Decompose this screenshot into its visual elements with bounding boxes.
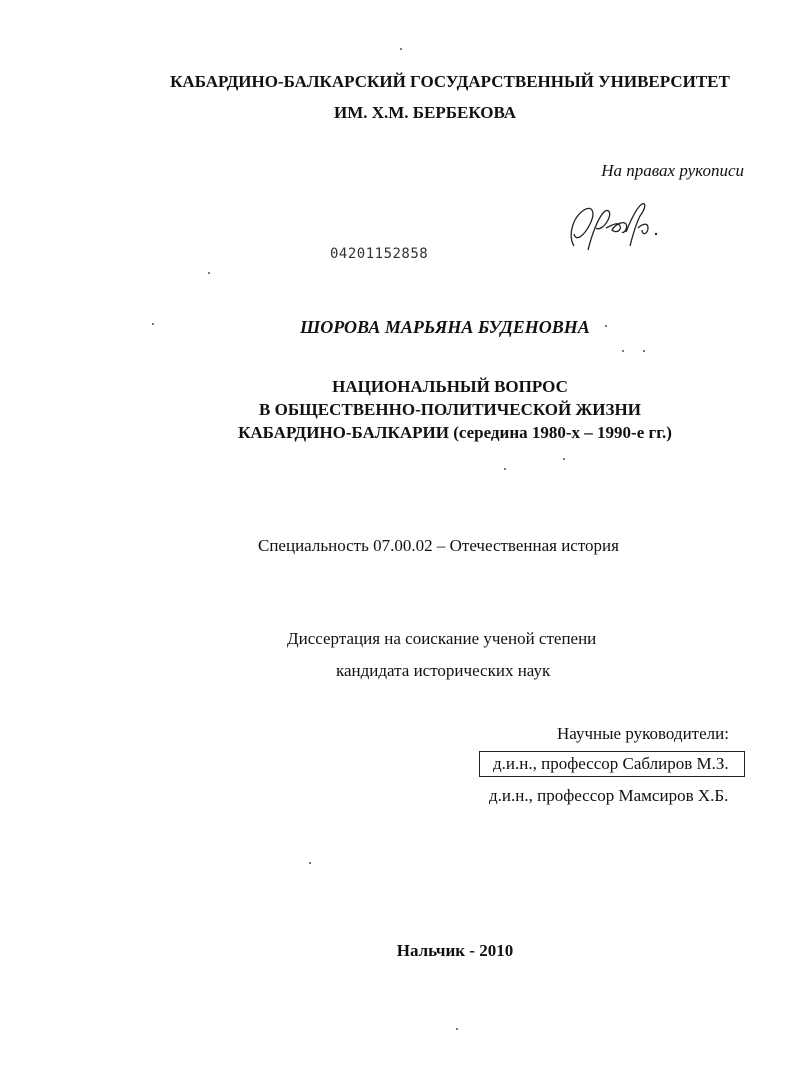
dissertation-title-line-1: НАЦИОНАЛЬНЫЙ ВОПРОС	[332, 377, 568, 396]
handwritten-signature	[562, 198, 672, 258]
advisors-label: Научные руководители:	[557, 724, 729, 743]
degree-line-1: Диссертация на соискание ученой степени	[287, 629, 597, 648]
scan-speck	[309, 862, 311, 864]
advisor-1: д.и.н., профессор Саблиров М.З.	[479, 751, 745, 777]
specialty: Специальность 07.00.02 – Отечественная история	[258, 536, 619, 555]
scan-speck	[152, 323, 154, 325]
scan-speck	[643, 350, 645, 352]
scan-speck	[622, 350, 624, 352]
scan-speck	[563, 458, 565, 460]
scan-speck	[456, 1028, 458, 1030]
university-name-line-1: КАБАРДИНО-БАЛКАРСКИЙ ГОСУДАРСТВЕННЫЙ УНИВЕРСИТЕТ	[170, 72, 730, 91]
university-name-line-2: ИМ. Х.М. БЕРБЕКОВА	[333, 103, 517, 122]
author-name: ШОРОВА МАРЬЯНА БУДЕНОВНА	[300, 317, 590, 337]
scan-speck	[208, 272, 210, 274]
scan-speck	[605, 325, 607, 327]
dissertation-title-line-2: В ОБЩЕСТВЕННО-ПОЛИТИЧЕСКОЙ ЖИЗНИ	[259, 400, 641, 419]
catalog-number: 04201152858	[330, 246, 429, 262]
degree-line-2: кандидата исторических наук	[336, 661, 551, 680]
place-and-year: Нальчик - 2010	[396, 941, 514, 960]
manuscript-rights-note: На правах рукописи	[601, 161, 744, 180]
scan-speck	[400, 48, 402, 50]
advisor-2: д.и.н., профессор Мамсиров Х.Б.	[489, 786, 729, 805]
scan-speck	[504, 468, 506, 470]
dissertation-title-line-3: КАБАРДИНО-БАЛКАРИИ (середина 1980-х – 1990-е гг.)	[238, 423, 672, 442]
